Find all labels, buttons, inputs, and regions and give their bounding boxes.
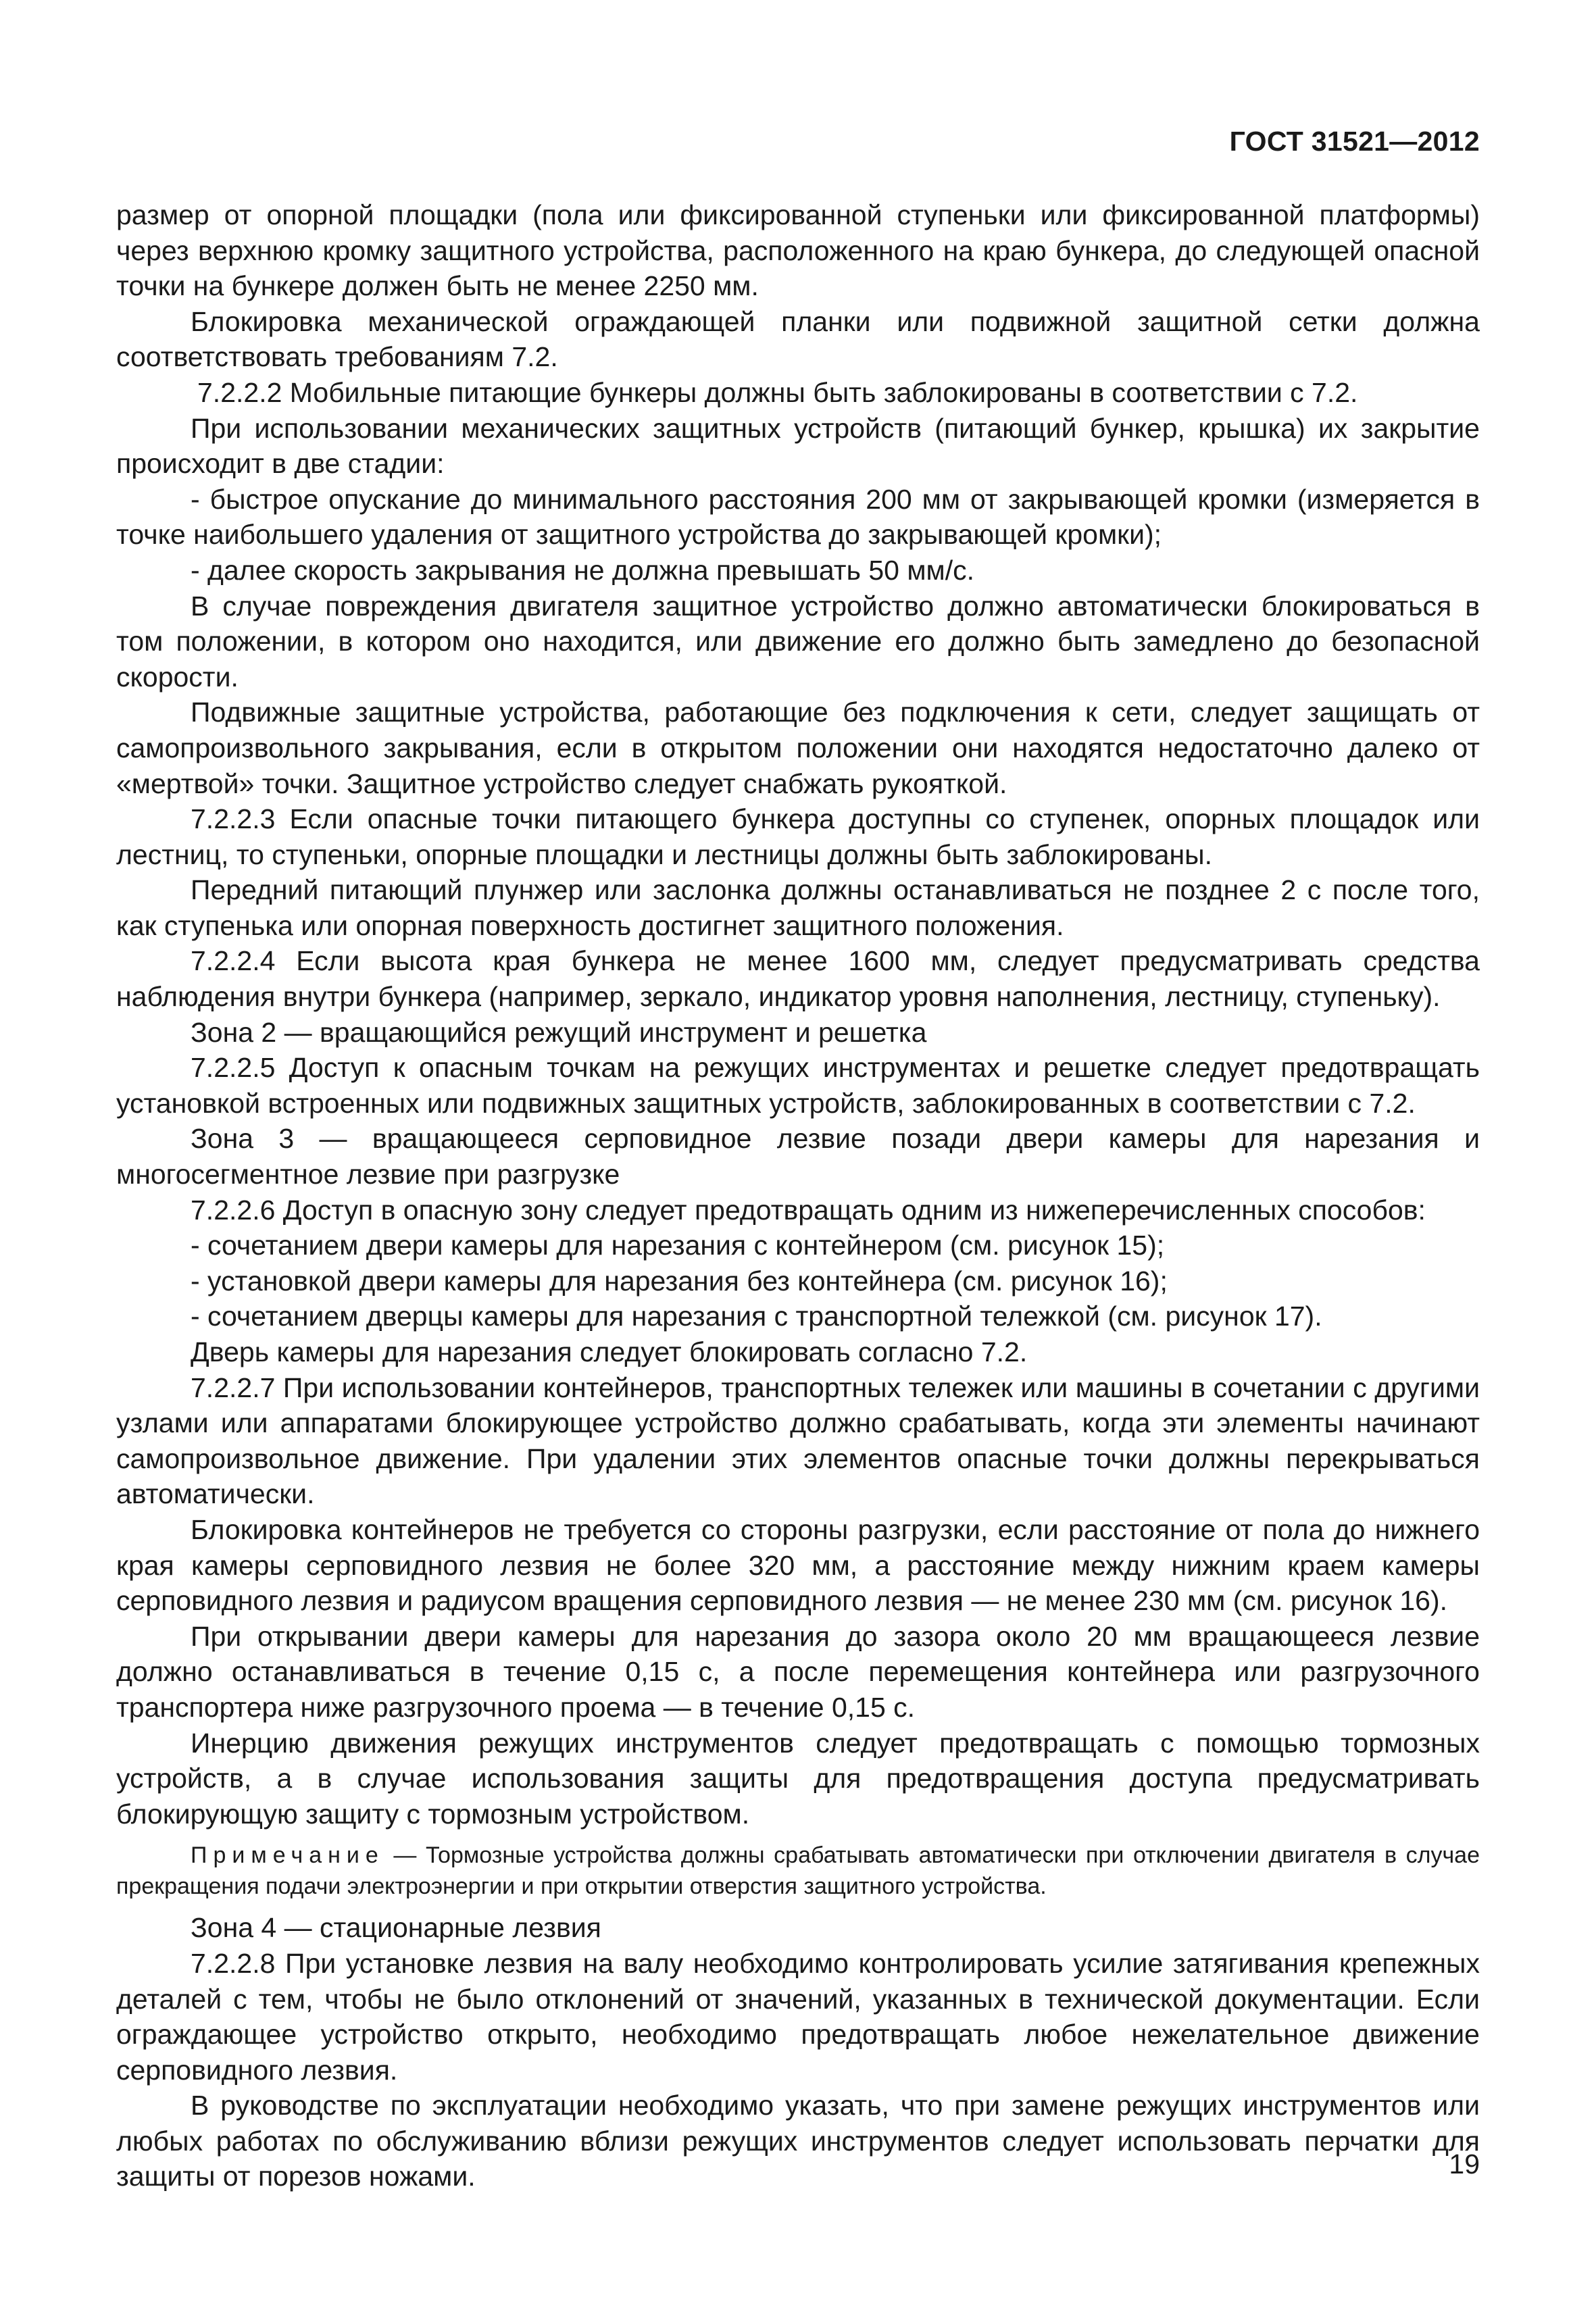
- body-paragraph: Инерцию движения режущих инструментов следует предотвращать с помощью тормозных устройств, а в случае использования защиты для предотвращения доступа предусматривать блокирующую защиту с тормозным устройством.: [116, 1727, 1480, 1830]
- body-paragraph: 7.2.2.4 Если высота края бункера не менее 1600 мм, следует предусматривать средства наблюдения внутри бункера (например, зеркало, индикатор уровня наполнения, лестницу, ступеньку).: [116, 945, 1480, 1013]
- body-paragraph: - далее скорость закрывания не должна превышать 50 мм/с.: [191, 554, 974, 586]
- body-paragraph: При использовании механических защитных устройств (питающий бункер, крышка) их закрытие происходит в две стадии:: [116, 412, 1480, 480]
- body-paragraph: Подвижные защитные устройства, работающие без подключения к сети, следует защищать от самопроизвольного закрывания, если в открытом положении они находятся недостаточно далеко от «мертвой» точки. Защитное устройство следует снабжать рукояткой.: [116, 697, 1480, 799]
- page-number: 19: [1449, 2148, 1480, 2180]
- body-paragraph: Передний питающий плунжер или заслонка должны останавливаться не позднее 2 с после того, как ступенька или опорная поверхность достигнет защитного положения.: [116, 874, 1480, 941]
- body-paragraph: Зона 2 — вращающийся режущий инструмент и решетка: [191, 1016, 927, 1048]
- body-paragraph: - быстрое опускание до минимального расстояния 200 мм от закрывающей кромки (измеряется в точке наибольшего удаления от защитного устройства до закрывающей кромки);: [116, 483, 1480, 551]
- document-code-header: ГОСТ 31521—2012: [1229, 126, 1480, 157]
- body-paragraph: Дверь камеры для нарезания следует блокировать согласно 7.2.: [191, 1336, 1028, 1367]
- body-paragraph: Зона 3 — вращающееся серповидное лезвие позади двери камеры для нарезания и многосегментное лезвие при разгрузке: [116, 1123, 1480, 1190]
- body-paragraph: В руководстве по эксплуатации необходимо указать, что при замене режущих инструментов или любых работах по обслуживанию вблизи режущих инструментов следует использовать перчатки для защиты от порезов ножами.: [116, 2090, 1480, 2192]
- body-paragraph: 7.2.2.2 Мобильные питающие бункеры должны быть заблокированы в соответствии с 7.2.: [197, 376, 1358, 408]
- note-text: — Тормозные устройства должны срабатывать автоматически при отключении двигателя в случае прекращения подачи электроэнергии и при открытии отверстия защитного устройства.: [116, 1842, 1480, 1900]
- body-paragraph: - сочетанием дверцы камеры для нарезания с транспортной тележкой (см. рисунок 17).: [191, 1301, 1322, 1332]
- body-paragraph: 7.2.2.6 Доступ в опасную зону следует предотвращать одним из нижеперечисленных способов:: [191, 1194, 1426, 1226]
- body-paragraph: размер от опорной площадки (пола или фиксированной ступеньки или фиксированной платформы) через верхнюю кромку защитного устройства, расположенного на краю бункера, до следующей опасной точки на бункере должен быть не менее 2250 мм.: [116, 199, 1480, 302]
- body-paragraph: 7.2.2.8 При установке лезвия на валу необходимо контролировать усилие затягивания крепежных деталей с тем, чтобы не было отклонений от значений, указанных в технической документации. Если ограждающее устройство открыто, необходимо предотвращать любое нежелательное движение серповидного лезвия.: [116, 1947, 1480, 2086]
- note-label: Примечание: [191, 1842, 384, 1869]
- body-paragraph: 7.2.2.3 Если опасные точки питающего бункера доступны со ступенек, опорных площадок или лестниц, то ступеньки, опорные площадки и лестницы должны быть заблокированы.: [116, 803, 1480, 870]
- body-paragraph: При открывании двери камеры для нарезания до зазора около 20 мм вращающееся лезвие должно останавливаться в течение 0,15 с, а после перемещения контейнера или разгрузочного транспортера ниже разгрузочного проема — в течение 0,15 с.: [116, 1620, 1480, 1723]
- body-paragraph: Блокировка контейнеров не требуется со стороны разгрузки, если расстояние от пола до нижнего края камеры серповидного лезвия не более 320 мм, а расстояние между нижним краем камеры серповидного лезвия и радиусом вращения серповидного лезвия — не менее 230 мм (см. рисунок 16).: [116, 1513, 1480, 1617]
- body-paragraph: - сочетанием двери камеры для нарезания с контейнером (см. рисунок 15);: [191, 1230, 1165, 1261]
- body-paragraph: 7.2.2.5 Доступ к опасным точкам на режущих инструментах и решетке следует предотвращать установкой встроенных или подвижных защитных устройств, заблокированных в соответствии с 7.2.: [116, 1052, 1480, 1119]
- body-paragraph: 7.2.2.7 При использовании контейнеров, транспортных тележек или машины в сочетании с другими узлами или аппаратами блокирующее устройство должно срабатывать, когда эти элементы начинают самопроизвольное движение. При удалении этих элементов опасные точки должны перекрываться автоматически.: [116, 1372, 1480, 1510]
- body-paragraph: В случае повреждения двигателя защитное устройство должно автоматически блокироваться в том положении, в котором оно находится, или движение его должно быть замедлено до безопасной скорости.: [116, 590, 1480, 693]
- body-paragraph: Зона 4 — стационарные лезвия: [191, 1912, 601, 1944]
- paragraph-group-zone4: [116, 1910, 1480, 2194]
- body-paragraph: Блокировка механической ограждающей планки или подвижной защитной сетки должна соответствовать требованиям 7.2.: [116, 305, 1480, 373]
- paragraph-group-main: [116, 197, 1480, 1832]
- body-paragraph: - установкой двери камеры для нарезания без контейнера (см. рисунок 16);: [191, 1265, 1168, 1297]
- document-body: [116, 197, 1480, 2194]
- note-paragraph: [116, 1840, 1480, 1902]
